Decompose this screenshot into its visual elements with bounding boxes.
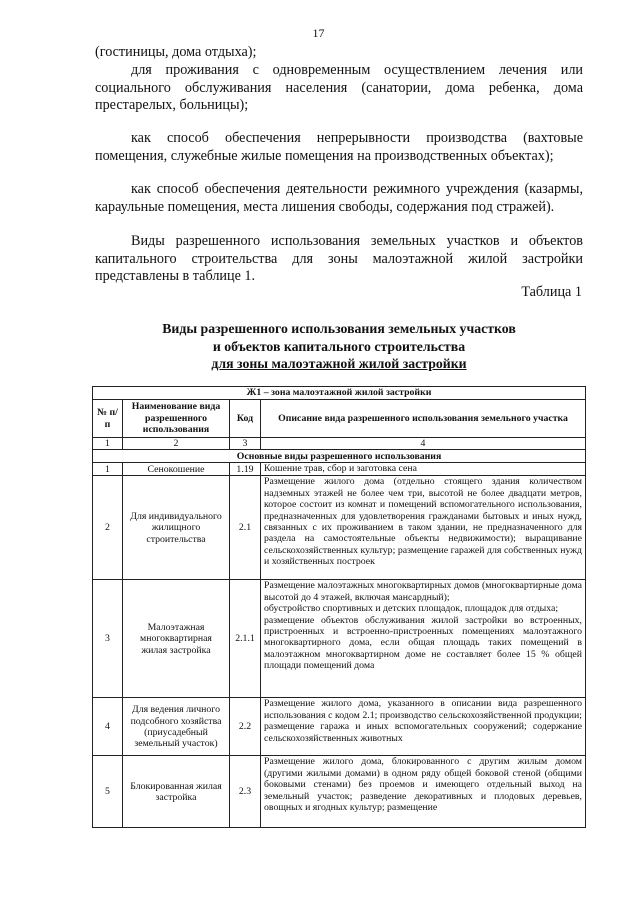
section-row [93, 450, 586, 463]
column-number: 2 [123, 438, 230, 450]
row-description [261, 580, 586, 698]
row-description: Размещение жилого дома (отдельно стоящего здания количеством надземных этажей не более чем три, высотой не более двадцати метров, которое состоит из комнат и помещений вспомогательного использования, предназначенных для удовлетворения гражданами бытовых и иных нужд, связанных с их проживанием в таком здании, не предназначенного для раздела на самостоятельные объекты недвижимости); выращивание сельскохозяйственных культур; размещение гаражей для собственных нужд и хозяйственных построек [261, 476, 586, 580]
row-number: 4 [93, 698, 123, 756]
row-number: 2 [93, 476, 123, 580]
row-description: Кошение трав, сбор и заготовка сена [261, 463, 586, 476]
row-number: 5 [93, 756, 123, 828]
row-number: 3 [93, 580, 123, 698]
row-name: Малоэтажная многоквартирная жилая застройка [123, 580, 230, 698]
table-row [93, 756, 586, 828]
table-header-row [93, 400, 586, 438]
page-number: 17 [312, 26, 325, 40]
column-number: 1 [93, 438, 123, 450]
paragraph-regime: как способ обеспечения деятельности режимного учреждения (казармы, караульные помещения, места лишения свободы, содержания под стражей). [95, 181, 583, 215]
description-line: обустройство спортивных и детских площадок, площадок для отдыха; [264, 603, 559, 615]
table-title-line: Виды разрешенного использования земельных участков [162, 321, 516, 336]
zone-caption: Ж1 – зона малоэтажной жилой застройки [93, 387, 586, 400]
paragraph-production: как способ обеспечения непрерывности производства (вахтовые помещения, служебные жилые помещения на производственных объектах); [95, 130, 583, 164]
row-name: Для индивидуального жилищного строительства [123, 476, 230, 580]
description-line: размещение объектов обслуживания жилой застройки во встроенных, пристроенных и встроенно-пристроенных помещениях малоэтажного многоквартирного дома, если общая площадь таких помещений в малоэтажном многоквартирном доме не составляет более 15 % общей площади помещений дома [264, 614, 583, 672]
table-row [93, 476, 586, 580]
header-number: № п/п [93, 400, 123, 438]
section-title: Основные виды разрешенного использования [93, 450, 586, 463]
header-description: Описание вида разрешенного использования земельного участка [261, 400, 586, 438]
table-title-line: для зоны малоэтажной жилой застройки [211, 356, 467, 371]
column-number: 3 [230, 438, 261, 450]
header-code: Код [230, 400, 261, 438]
header-name: Наименование вида разрешенного использования [123, 400, 230, 438]
paragraph-medical: для проживания с одновременным осуществлением лечения или социального обслуживания населения (санатории, дома ребенка, дома престарелых, больницы); [95, 62, 583, 114]
table-row [93, 580, 586, 698]
description-line: Размещение малоэтажных многоквартирных домов (многоквартирные дома высотой до 4 этажей, включая мансардный); [264, 580, 583, 603]
table-row [93, 698, 586, 756]
table-title-line: и объектов капитального строительства [212, 338, 466, 354]
column-number: 4 [261, 438, 586, 450]
row-name: Для ведения личного подсобного хозяйства (приусадебный земельный участок) [123, 698, 230, 756]
table-row [93, 463, 586, 476]
table-title [95, 320, 583, 373]
paragraph-table-reference: Виды разрешенного использования земельных участков и объектов капитального строительства для зоны малоэтажной жилой застройки представлены в таблице 1. [95, 233, 583, 285]
row-code: 2.1 [230, 476, 261, 580]
row-number: 1 [93, 463, 123, 476]
table-caption-row [93, 387, 586, 400]
row-code: 2.3 [230, 756, 261, 828]
row-code: 2.2 [230, 698, 261, 756]
row-description: Размещение жилого дома, указанного в описании вида разрешенного использования с кодом 2.1; производство сельскохозяйственной продукции; размещение гаража и иных вспомогательных сооружений; содержание сельскохозяйственных животных [261, 698, 586, 756]
column-number-row [93, 438, 586, 450]
row-code: 2.1.1 [230, 580, 261, 698]
row-code: 1.19 [230, 463, 261, 476]
paragraph-hotels: (гостиницы, дома отдыха); [95, 44, 257, 60]
row-name: Сенокошение [123, 463, 230, 476]
row-name: Блокированная жилая застройка [123, 756, 230, 828]
land-use-table [92, 386, 586, 828]
row-description: Размещение жилого дома, блокированного с другим жилым домом (другими жилыми домами) в одном ряду общей боковой стеной (общими боковыми стенами) без проемов и имеющего отдельный выход на земельный участок; разведение декоративных и плодовых деревьев, овощных и ягодных культур; размещение [261, 756, 586, 828]
table-label: Таблица 1 [521, 284, 582, 300]
